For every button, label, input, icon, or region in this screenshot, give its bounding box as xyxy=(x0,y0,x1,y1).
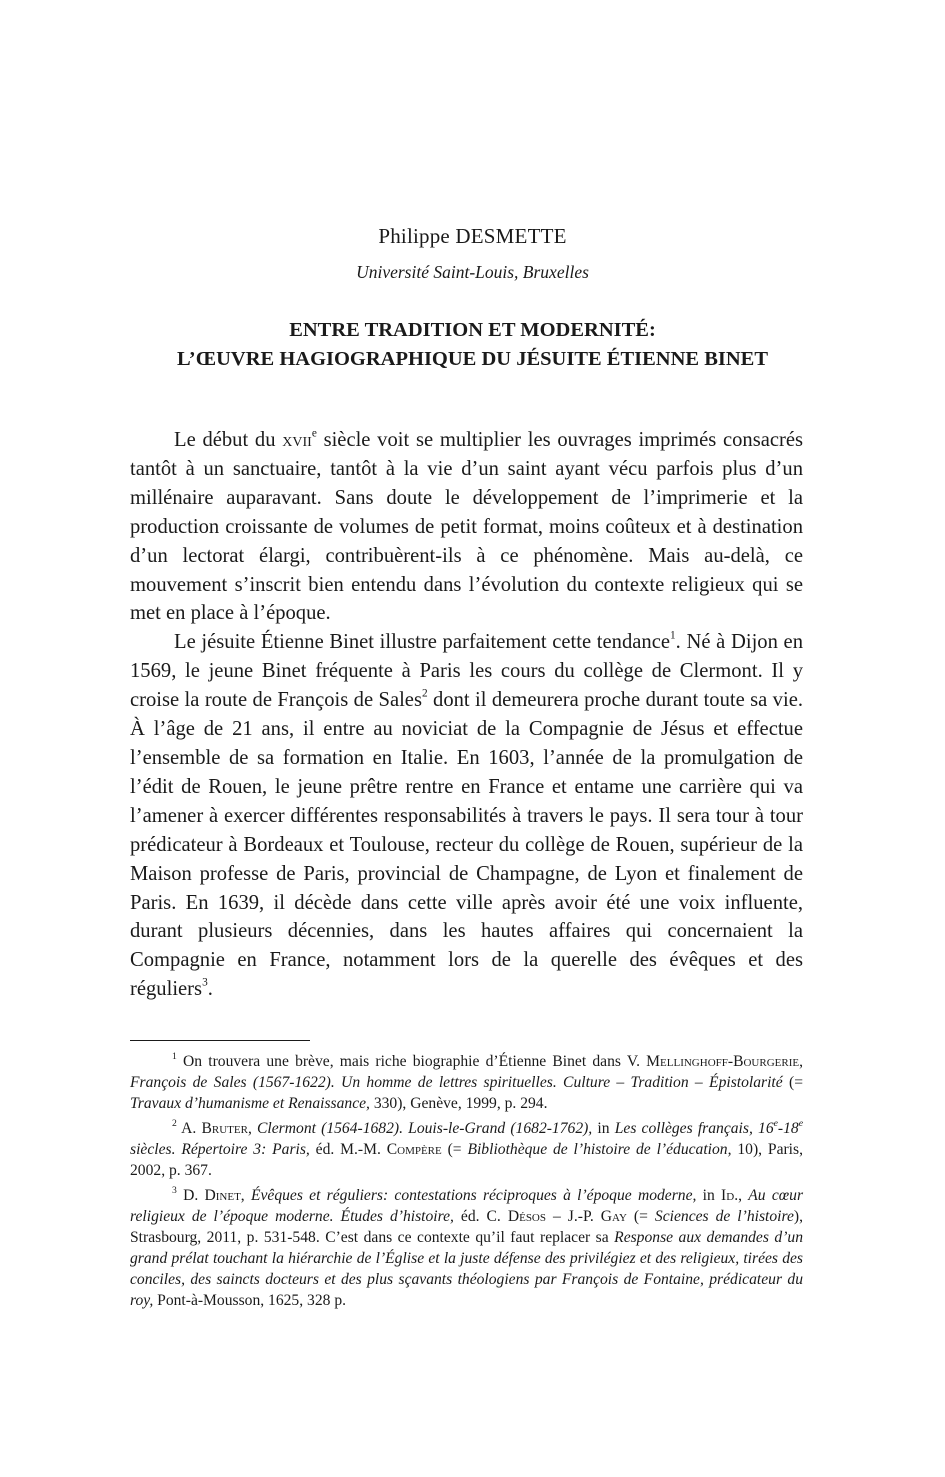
text-run: A. B xyxy=(176,1120,212,1137)
text-run: ourgerie xyxy=(743,1053,800,1070)
text-run: , xyxy=(247,1120,258,1137)
text-run: – J.-P. G xyxy=(546,1208,613,1225)
text-run: Pont-à-Mousson, 1625, 328 p. xyxy=(153,1292,347,1309)
text-run: ay xyxy=(612,1208,627,1225)
text-run: Response aux demandes d’un grand prélat touchant la hiérarchie de l’Église et la juste défense des privilégiez et des religieux, tirées des conciles, des saincts docteurs et des plus sçavants théologiens par François de Fontaine, prédicateur du roy, xyxy=(130,1229,803,1309)
text-run: D. D xyxy=(176,1187,216,1204)
footnote-1 xyxy=(130,1051,803,1114)
footnote-number: 2 xyxy=(172,1118,177,1130)
text-run: éd. M.-M. C xyxy=(309,1141,398,1158)
footnote-2 xyxy=(130,1118,803,1181)
footnote-separator xyxy=(130,1040,310,1041)
article-title-line-1: ENTRE TRADITION ET MODERNITÉ: xyxy=(289,319,656,341)
text-run: On trouvera une brève, mais riche biographie d’Étienne Binet dans V. M xyxy=(176,1053,661,1070)
text-run: -B xyxy=(727,1053,744,1070)
text-run: e xyxy=(798,1118,804,1130)
text-run: -18 xyxy=(777,1120,799,1137)
text-run: in xyxy=(592,1120,615,1137)
text-run: Le jésuite Étienne Binet illustre parfaitement cette tendance xyxy=(174,631,670,654)
text-run: d xyxy=(726,1187,735,1204)
footnote-number: 1 xyxy=(172,1051,177,1063)
text-run: Travaux d’humanisme et Renaissance, xyxy=(130,1095,370,1112)
article-title xyxy=(0,316,945,374)
text-run: . Né à Dijon en 1569, le jeune Binet fréquente à Paris les cours du collège de Clermont. Il y croise la route de François de Sales xyxy=(130,631,803,712)
text-run: Sciences de l’histoire xyxy=(654,1208,794,1225)
author-name: Philippe DESMETTE xyxy=(378,224,567,248)
text-run: Au cœur religieux de l’époque moderne. Études d’histoire, xyxy=(130,1187,804,1225)
text-run: Bibliothèque de l’histoire de l’éducation, xyxy=(467,1141,732,1158)
text-run: 10), Paris, 2002, p. 367. xyxy=(130,1141,803,1179)
body-paragraph-1 xyxy=(130,426,803,628)
footnote-ref-2[interactable]: 2 xyxy=(421,687,428,700)
text-run: (= xyxy=(626,1208,655,1225)
text-run: ruter xyxy=(211,1120,248,1137)
footnote-number: 3 xyxy=(172,1185,177,1197)
text-run: siècles. Répertoire 3: Paris, xyxy=(130,1141,310,1158)
text-run: François de Sales (1567-1622). Un homme de lettres spirituelles. Culture – Tradition – Épistolarité xyxy=(130,1074,783,1091)
text-run: ., xyxy=(734,1187,749,1204)
text-run: 330), Genève, 1999, p. 294. xyxy=(369,1095,548,1112)
author-affiliation: Université Saint-Louis, Bruxelles xyxy=(356,262,589,282)
footnote-ref-1[interactable]: 1 xyxy=(669,629,676,642)
text-run: in I xyxy=(696,1187,727,1204)
text-run: . xyxy=(207,978,213,1001)
body-text xyxy=(130,426,803,1004)
text-run: ésos xyxy=(519,1208,546,1225)
article-title-line-2: L’ŒUVRE HAGIOGRAPHIQUE DU JÉSUITE ÉTIENNE BINET xyxy=(176,348,769,370)
text-run: Les collèges français, 16 xyxy=(614,1120,774,1137)
text-run: inet xyxy=(215,1187,241,1204)
footnotes xyxy=(130,1051,803,1315)
text-run: (= xyxy=(441,1141,468,1158)
text-run: dont il demeurera proche durant toute sa vie. À l’âge de 21 ans, il entre au noviciat de la Compagnie de Jésus et effectue l’ensemble de sa formation en Italie. En 1603, l’année de la promulgation de l’édit de Rouen, le jeune prêtre rentre en France et entame une carrière qui va l’amener à exercer différentes responsabilités à travers le pays. Il sera tour à tour prédicateur à Bordeaux et Toulouse, recteur du collège de Rouen, supérieur de la Maison professe de Paris, provincial de Champagne, de Lyon et finalement de Paris. En 1639, il décède dans cette ville après avoir été une voix influente, durant plusieurs décennies, dans les hautes affaires qui concernaient la Compagnie en France, notamment lors de la querelle des évêques et des réguliers xyxy=(130,689,803,1001)
footnote-3 xyxy=(130,1185,803,1311)
century-numeral: xvii xyxy=(282,429,312,451)
text-run: ), Strasbourg, 2011, p. 531-548. C’est dans ce contexte qu’il faut replacer sa xyxy=(130,1208,803,1246)
text-run: siècle voit se multiplier les ouvrages imprimés consacrés tantôt à un sanctuaire, tantôt à la vie d’un saint ayant vécu parfois plus d’un millénaire auparavant. Sans doute le développement de l’imprimerie et la production croissante de volumes de petit format, moins coûteux et à destination d’un lectorat élargi, contribuèrent-ils à ce phénomène. Mais au-delà, ce mouvement s’inscrit bien entendu dans l’évolution du contexte religieux qui se met en place à l’époque. xyxy=(130,429,804,625)
text-run: ellinghoff xyxy=(660,1053,728,1070)
text-run: Clermont (1564-1682). Louis-le-Grand (1682-1762), xyxy=(257,1120,593,1137)
text-run: éd. C. D xyxy=(453,1208,520,1225)
text-run: Le début du xyxy=(174,429,283,451)
text-run: (= xyxy=(782,1074,803,1091)
footnote-ref-3[interactable]: 3 xyxy=(202,976,208,989)
text-run: , xyxy=(799,1053,803,1070)
text-run: ompère xyxy=(397,1141,442,1158)
century-superscript: e xyxy=(311,427,317,440)
text-run: e xyxy=(773,1118,778,1130)
text-run: , xyxy=(240,1187,251,1204)
text-run: Évêques et réguliers: contestations réciproques à l’époque moderne, xyxy=(250,1187,697,1204)
body-paragraph-2 xyxy=(130,628,803,1004)
